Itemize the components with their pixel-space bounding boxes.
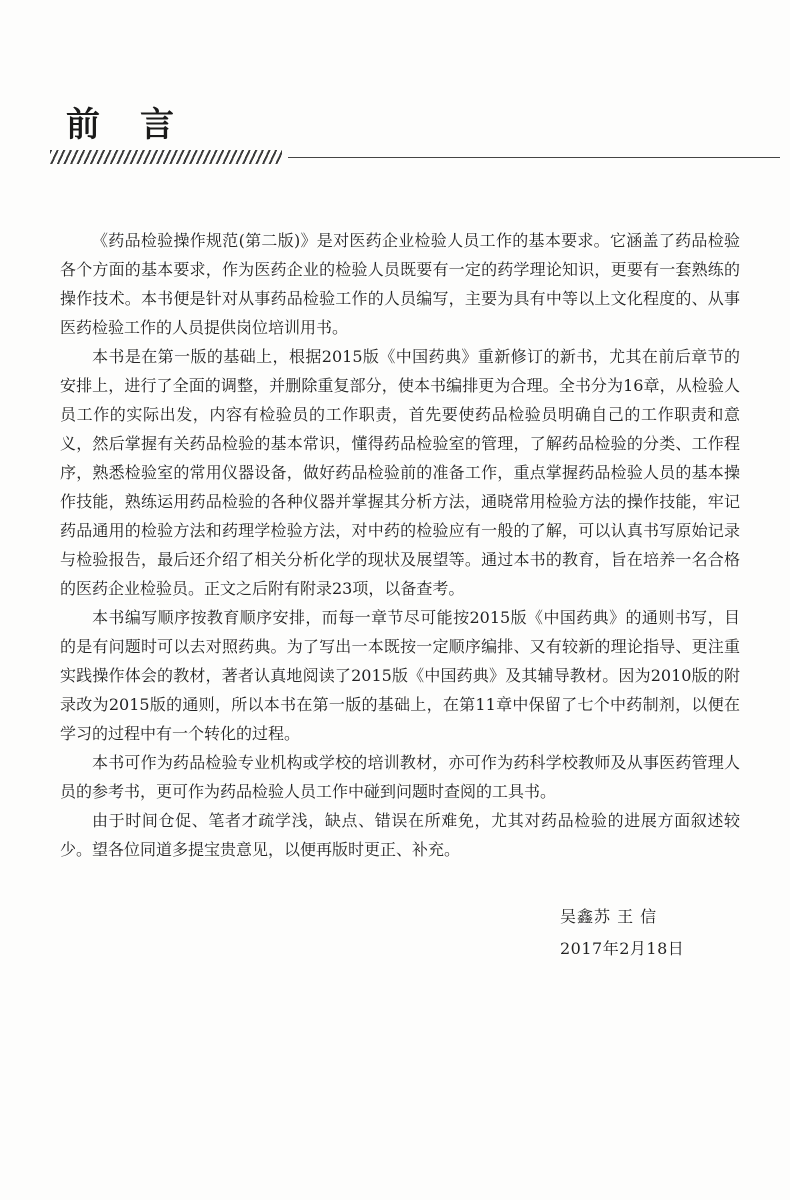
signature-block: [560, 902, 740, 964]
paragraph-2: 本书是在第一版的基础上，根据2015版《中国药典》重新修订的新书，尤其在前后章节的安排上，进行了全面的调整，并删除重复部分，使本书编排更为合理。全书分为16章，从检验人员工作的实际出发，内容有检验员的工作职责，首先要使药品检验员明确自己的工作职责和意义，然后掌握有关药品检验的基本常识，懂得药品检验室的管理，了解药品检验的分类、工作程序，熟悉检验室的常用仪器设备，做好药品检验前的准备工作，重点掌握药品检验人员的基本操作技能，熟练运用药品检验的各种仪器并掌握其分析方法，通晓常用检验方法的操作技能，牢记药品通用的检验方法和药理学检验方法，对中药的检验应有一般的了解，可以认真书写原始记录与检验报告，最后还介绍了相关分析化学的现状及展望等。通过本书的教育，旨在培养一名合格的医药企业检验员。正文之后附有附录23项，以备查考。: [60, 347, 740, 598]
paragraph-3: 本书编写顺序按教育顺序安排，而每一章节尽可能按2015版《中国药典》的通则书写，目的是有问题时可以去对照药典。为了写出一本既按一定顺序编排、又有较新的理论指导、更注重实践操作体会的教材，著者认真地阅读了2015版《中国药典》及其辅导教材。因为2010版的附录改为2015版的通则，所以本书在第一版的基础上，在第11章中保留了七个中药制剂，以便在学习的过程中有一个转化的过程。: [60, 608, 740, 743]
title-hatch-decoration: [50, 150, 282, 164]
page-title: 前言: [66, 105, 214, 145]
title-rule-line: [288, 157, 780, 158]
author-names: 吴鑫苏 王 信: [560, 907, 658, 926]
signature-date: 2017年2月18日: [560, 939, 685, 958]
paragraph-1: 《药品检验操作规范(第二版)》是对医药企业检验人员工作的基本要求。它涵盖了药品检验各个方面的基本要求，作为医药企业的检验人员既要有一定的药学理论知识，更要有一套熟练的操作技术。本书便是针对从事药品检验工作的人员编写，主要为具有中等以上文化程度的、从事医药检验工作的人员提供岗位培训用书。: [60, 231, 740, 337]
paragraph-4: 本书可作为药品检验专业机构或学校的培训教材，亦可作为药科学校教师及从事医药管理人员的参考书，更可作为药品检验人员工作中碰到问题时查阅的工具书。: [60, 753, 740, 801]
paragraph-5: 由于时间仓促、笔者才疏学浅，缺点、错误在所难免，尤其对药品检验的进展方面叙述较少。望各位同道多提宝贵意见，以便再版时更正、补充。: [60, 811, 740, 859]
preface-body: [60, 226, 740, 864]
